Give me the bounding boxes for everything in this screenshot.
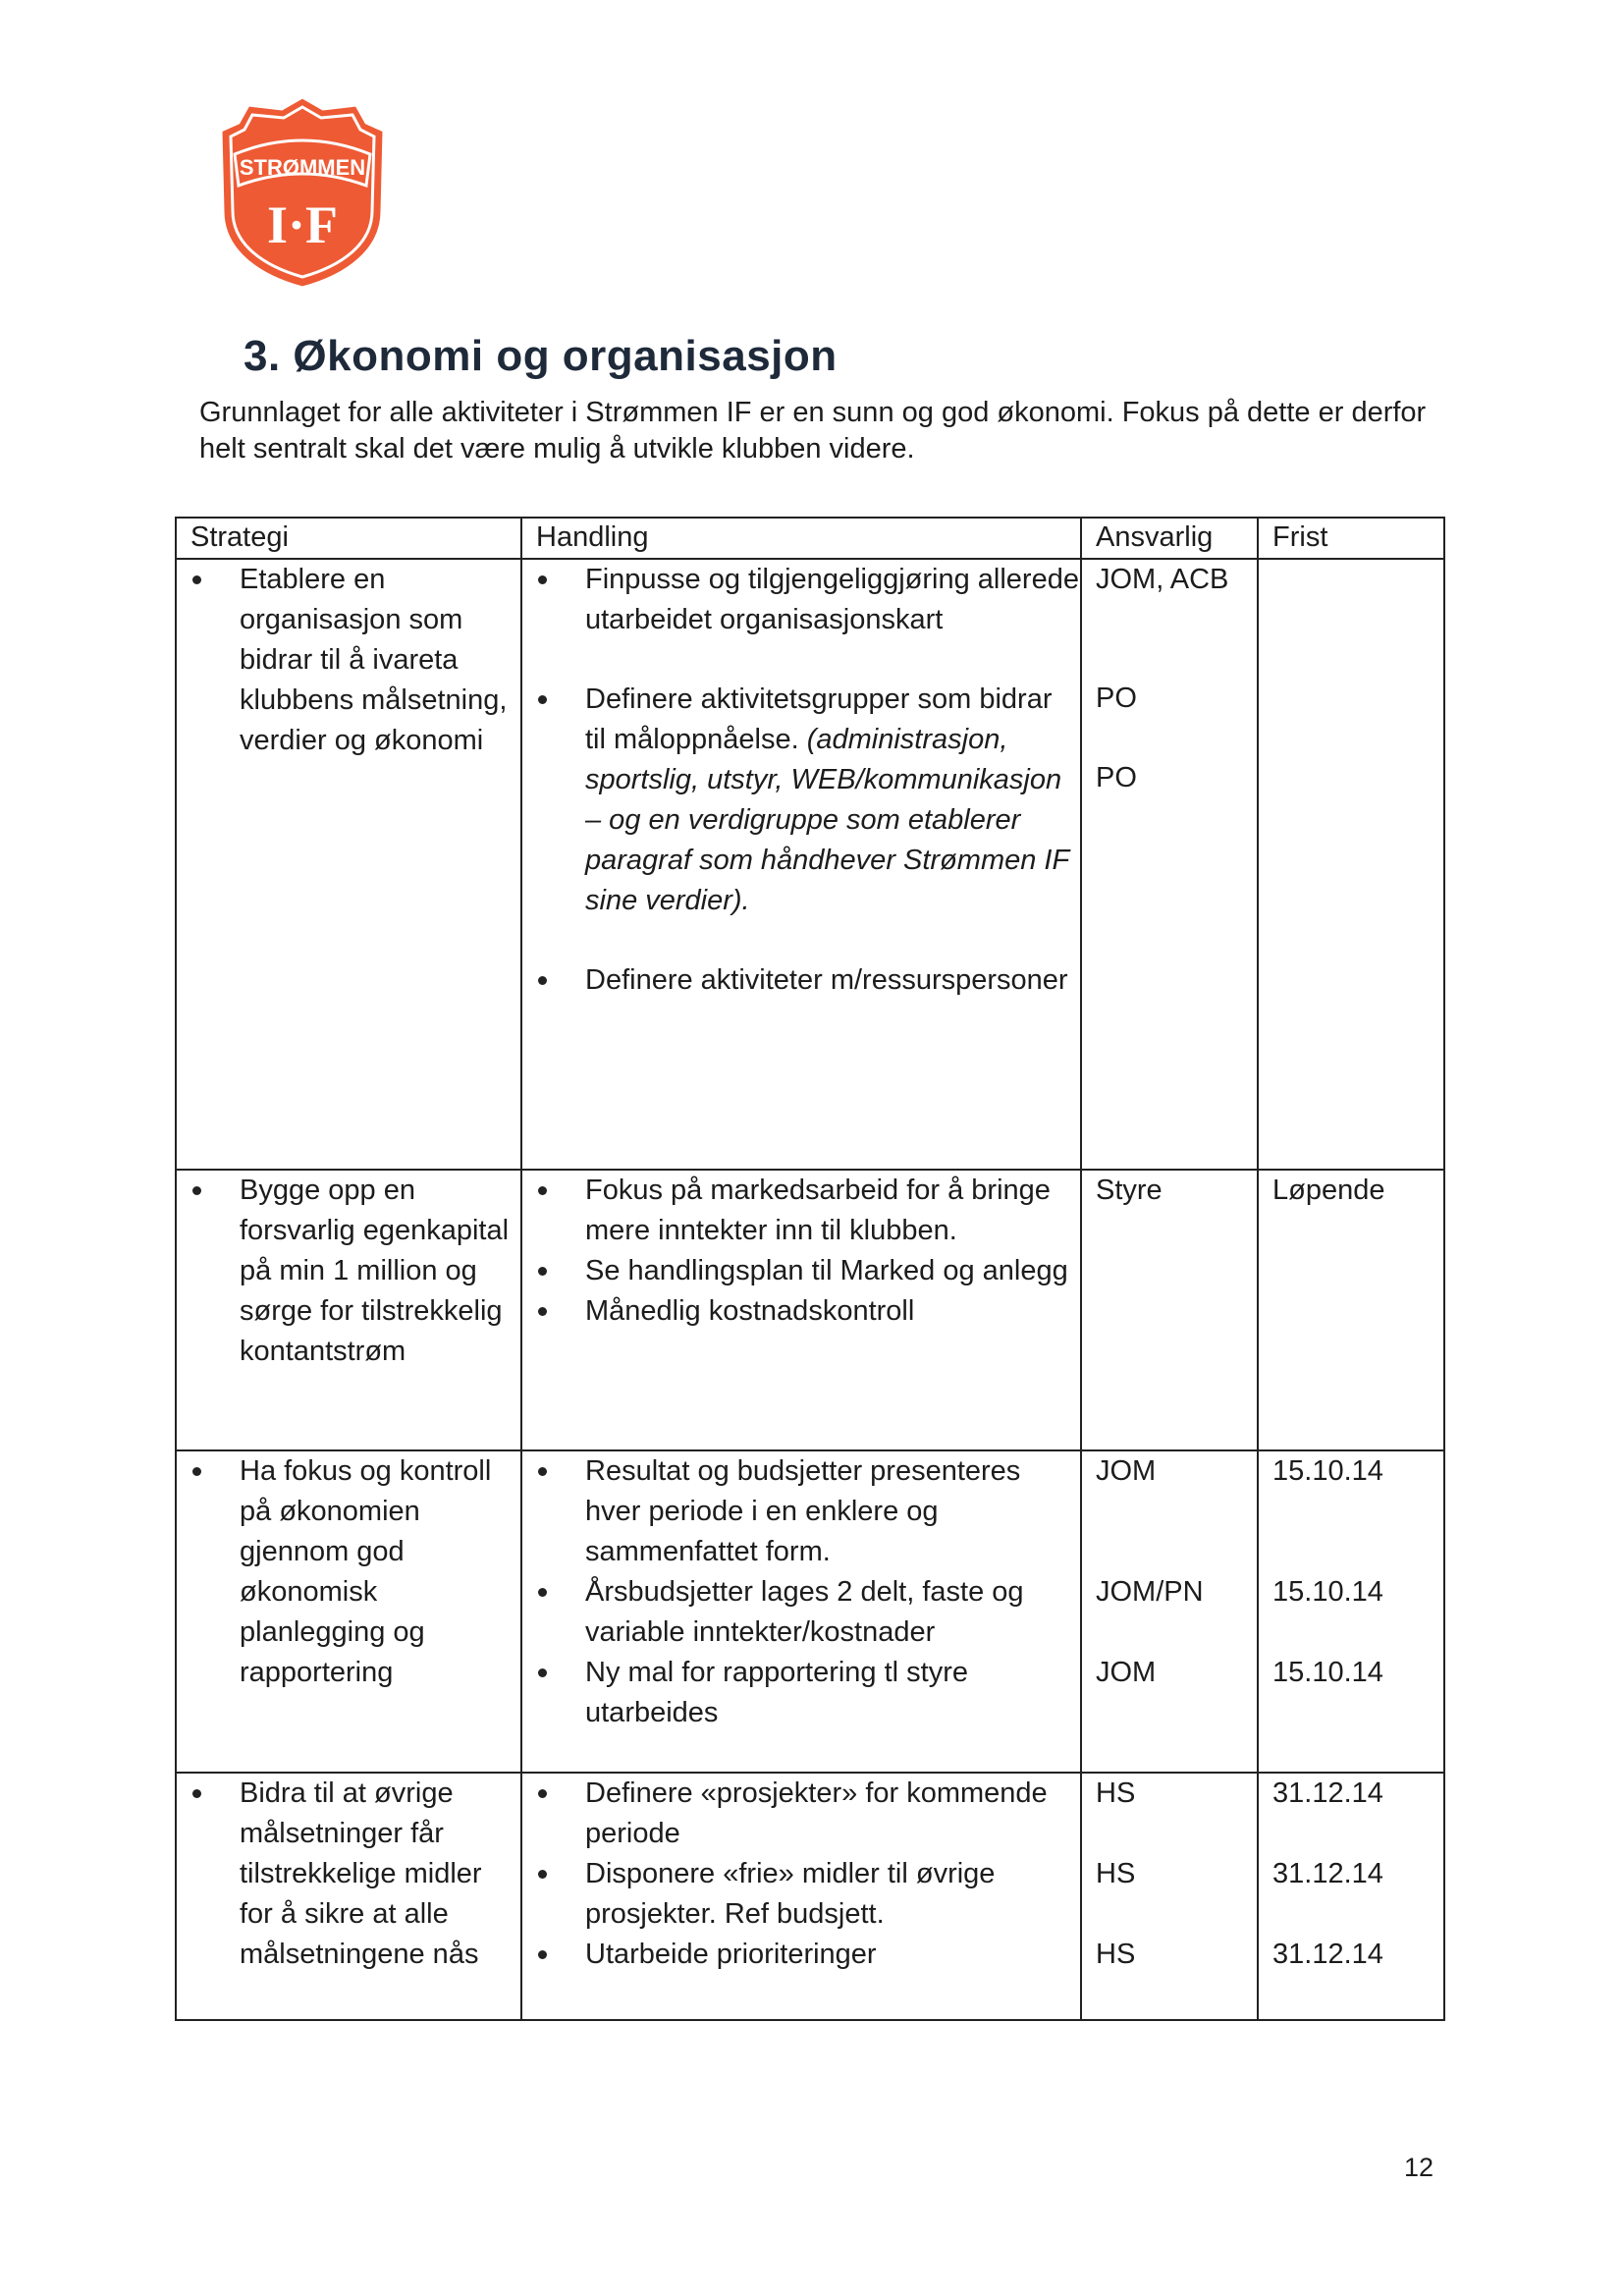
header-handling: Handling bbox=[521, 518, 1081, 559]
handling-item: Resultat og budsjetter presenteres hver periode i en enklere og sammenfattet form. bbox=[536, 1451, 1080, 1572]
table-row bbox=[176, 1170, 1444, 1450]
header-ansvarlig: Ansvarlig bbox=[1081, 518, 1258, 559]
ansvarlig-value: Styre bbox=[1096, 1175, 1163, 1206]
handling-note: (administrasjon, sportslig, utstyr, WEB/kommunikasjon – og en verdigruppe som etablerer paragraf som håndhever Strømmen IF sine verdier). bbox=[585, 724, 1069, 916]
handling-item: Fokus på markedsarbeid for å bringe mere inntekter inn til klubben. bbox=[536, 1171, 1080, 1251]
table-row bbox=[176, 559, 1444, 1170]
strategi-cell bbox=[176, 1170, 521, 1450]
table-row bbox=[176, 1450, 1444, 1773]
intro-paragraph: Grunnlaget for alle aktiviteter i Strømmen IF er en sunn og god økonomi. Fokus på dette er derfor helt sentralt skal det være mulig å utvikle klubben videre. bbox=[199, 397, 1427, 465]
handling-item bbox=[536, 680, 1080, 921]
page-number: 12 bbox=[1404, 2153, 1434, 2182]
ansvarlig-value: HS bbox=[1096, 1858, 1136, 1889]
frist-cell bbox=[1258, 559, 1444, 1170]
handling-item: Utarbeide prioriteringer bbox=[536, 1935, 1080, 1975]
ansvarlig-cell bbox=[1081, 1773, 1258, 2020]
ansvarlig-cell bbox=[1081, 1450, 1258, 1773]
frist-value: Løpende bbox=[1272, 1175, 1385, 1206]
strategi-item: Bygge opp en forsvarlig egenkapital på min 1 million og sørge for tilstrekkelig kontantstrøm bbox=[190, 1171, 520, 1372]
ansvarlig-value: JOM bbox=[1096, 1455, 1157, 1487]
handling-item: Ny mal for rapportering tl styre utarbeides bbox=[536, 1653, 1080, 1733]
logo-main-text: I·F bbox=[266, 195, 339, 254]
handling-cell bbox=[521, 1170, 1081, 1450]
strategy-table bbox=[175, 517, 1445, 2021]
handling-item: Disponere «frie» midler til øvrige prosjekter. Ref budsjett. bbox=[536, 1854, 1080, 1935]
header-frist: Frist bbox=[1258, 518, 1444, 559]
frist-value: 15.10.14 bbox=[1272, 1657, 1383, 1688]
handling-item: Finpusse og tilgjengeliggjøring allerede utarbeidet organisasjonskart bbox=[536, 560, 1080, 640]
strategi-item: Etablere en organisasjon som bidrar til å ivareta klubbens målsetning, verdier og økonomi bbox=[190, 560, 520, 761]
strategi-cell bbox=[176, 559, 521, 1170]
ansvarlig-value: JOM, ACB bbox=[1096, 564, 1229, 595]
frist-cell bbox=[1258, 1170, 1444, 1450]
strategi-item: Ha fokus og kontroll på økonomien gjennom god økonomisk planlegging og rapportering bbox=[190, 1451, 520, 1693]
ansvarlig-cell bbox=[1081, 1170, 1258, 1450]
frist-value: 31.12.14 bbox=[1272, 1858, 1383, 1889]
strategi-item: Bidra til at øvrige målsetninger får tilstrekkelige midler for å sikre at alle målsetningene nås bbox=[190, 1774, 520, 1975]
handling-item: Definere aktiviteter m/ressurspersoner bbox=[536, 960, 1080, 1001]
frist-value: 31.12.14 bbox=[1272, 1939, 1383, 1970]
ansvarlig-value: PO bbox=[1096, 683, 1137, 714]
ansvarlig-value: HS bbox=[1096, 1777, 1136, 1809]
handling-item: Månedlig kostnadskontroll bbox=[536, 1291, 1080, 1332]
logo-top-text: STRØMMEN bbox=[239, 155, 366, 180]
frist-value: 15.10.14 bbox=[1272, 1576, 1383, 1608]
frist-cell bbox=[1258, 1773, 1444, 2020]
handling-item: Årsbudsjetter lages 2 delt, faste og variable inntekter/kostnader bbox=[536, 1572, 1080, 1653]
handling-cell bbox=[521, 1450, 1081, 1773]
strategi-cell bbox=[176, 1773, 521, 2020]
table-header-row bbox=[176, 518, 1444, 559]
handling-cell bbox=[521, 559, 1081, 1170]
handling-item: Definere «prosjekter» for kommende periode bbox=[536, 1774, 1080, 1854]
frist-value: 15.10.14 bbox=[1272, 1455, 1383, 1487]
ansvarlig-value: HS bbox=[1096, 1939, 1136, 1970]
header-strategi: Strategi bbox=[176, 518, 521, 559]
handling-item: Se handlingsplan til Marked og anlegg bbox=[536, 1251, 1080, 1291]
handling-item-text: Definere aktivitetsgrupper som bidrar til måloppnåelse. bbox=[585, 683, 1053, 755]
ansvarlig-value: PO bbox=[1096, 762, 1137, 793]
strategi-cell bbox=[176, 1450, 521, 1773]
ansvarlig-value: JOM bbox=[1096, 1657, 1157, 1688]
handling-cell bbox=[521, 1773, 1081, 2020]
frist-cell bbox=[1258, 1450, 1444, 1773]
ansvarlig-value: JOM/PN bbox=[1096, 1576, 1204, 1608]
table-row bbox=[176, 1773, 1444, 2020]
frist-value: 31.12.14 bbox=[1272, 1777, 1383, 1809]
page-title: 3. Økonomi og organisasjon bbox=[243, 332, 838, 380]
ansvarlig-cell bbox=[1081, 559, 1258, 1170]
stromen-if-logo bbox=[209, 93, 396, 290]
